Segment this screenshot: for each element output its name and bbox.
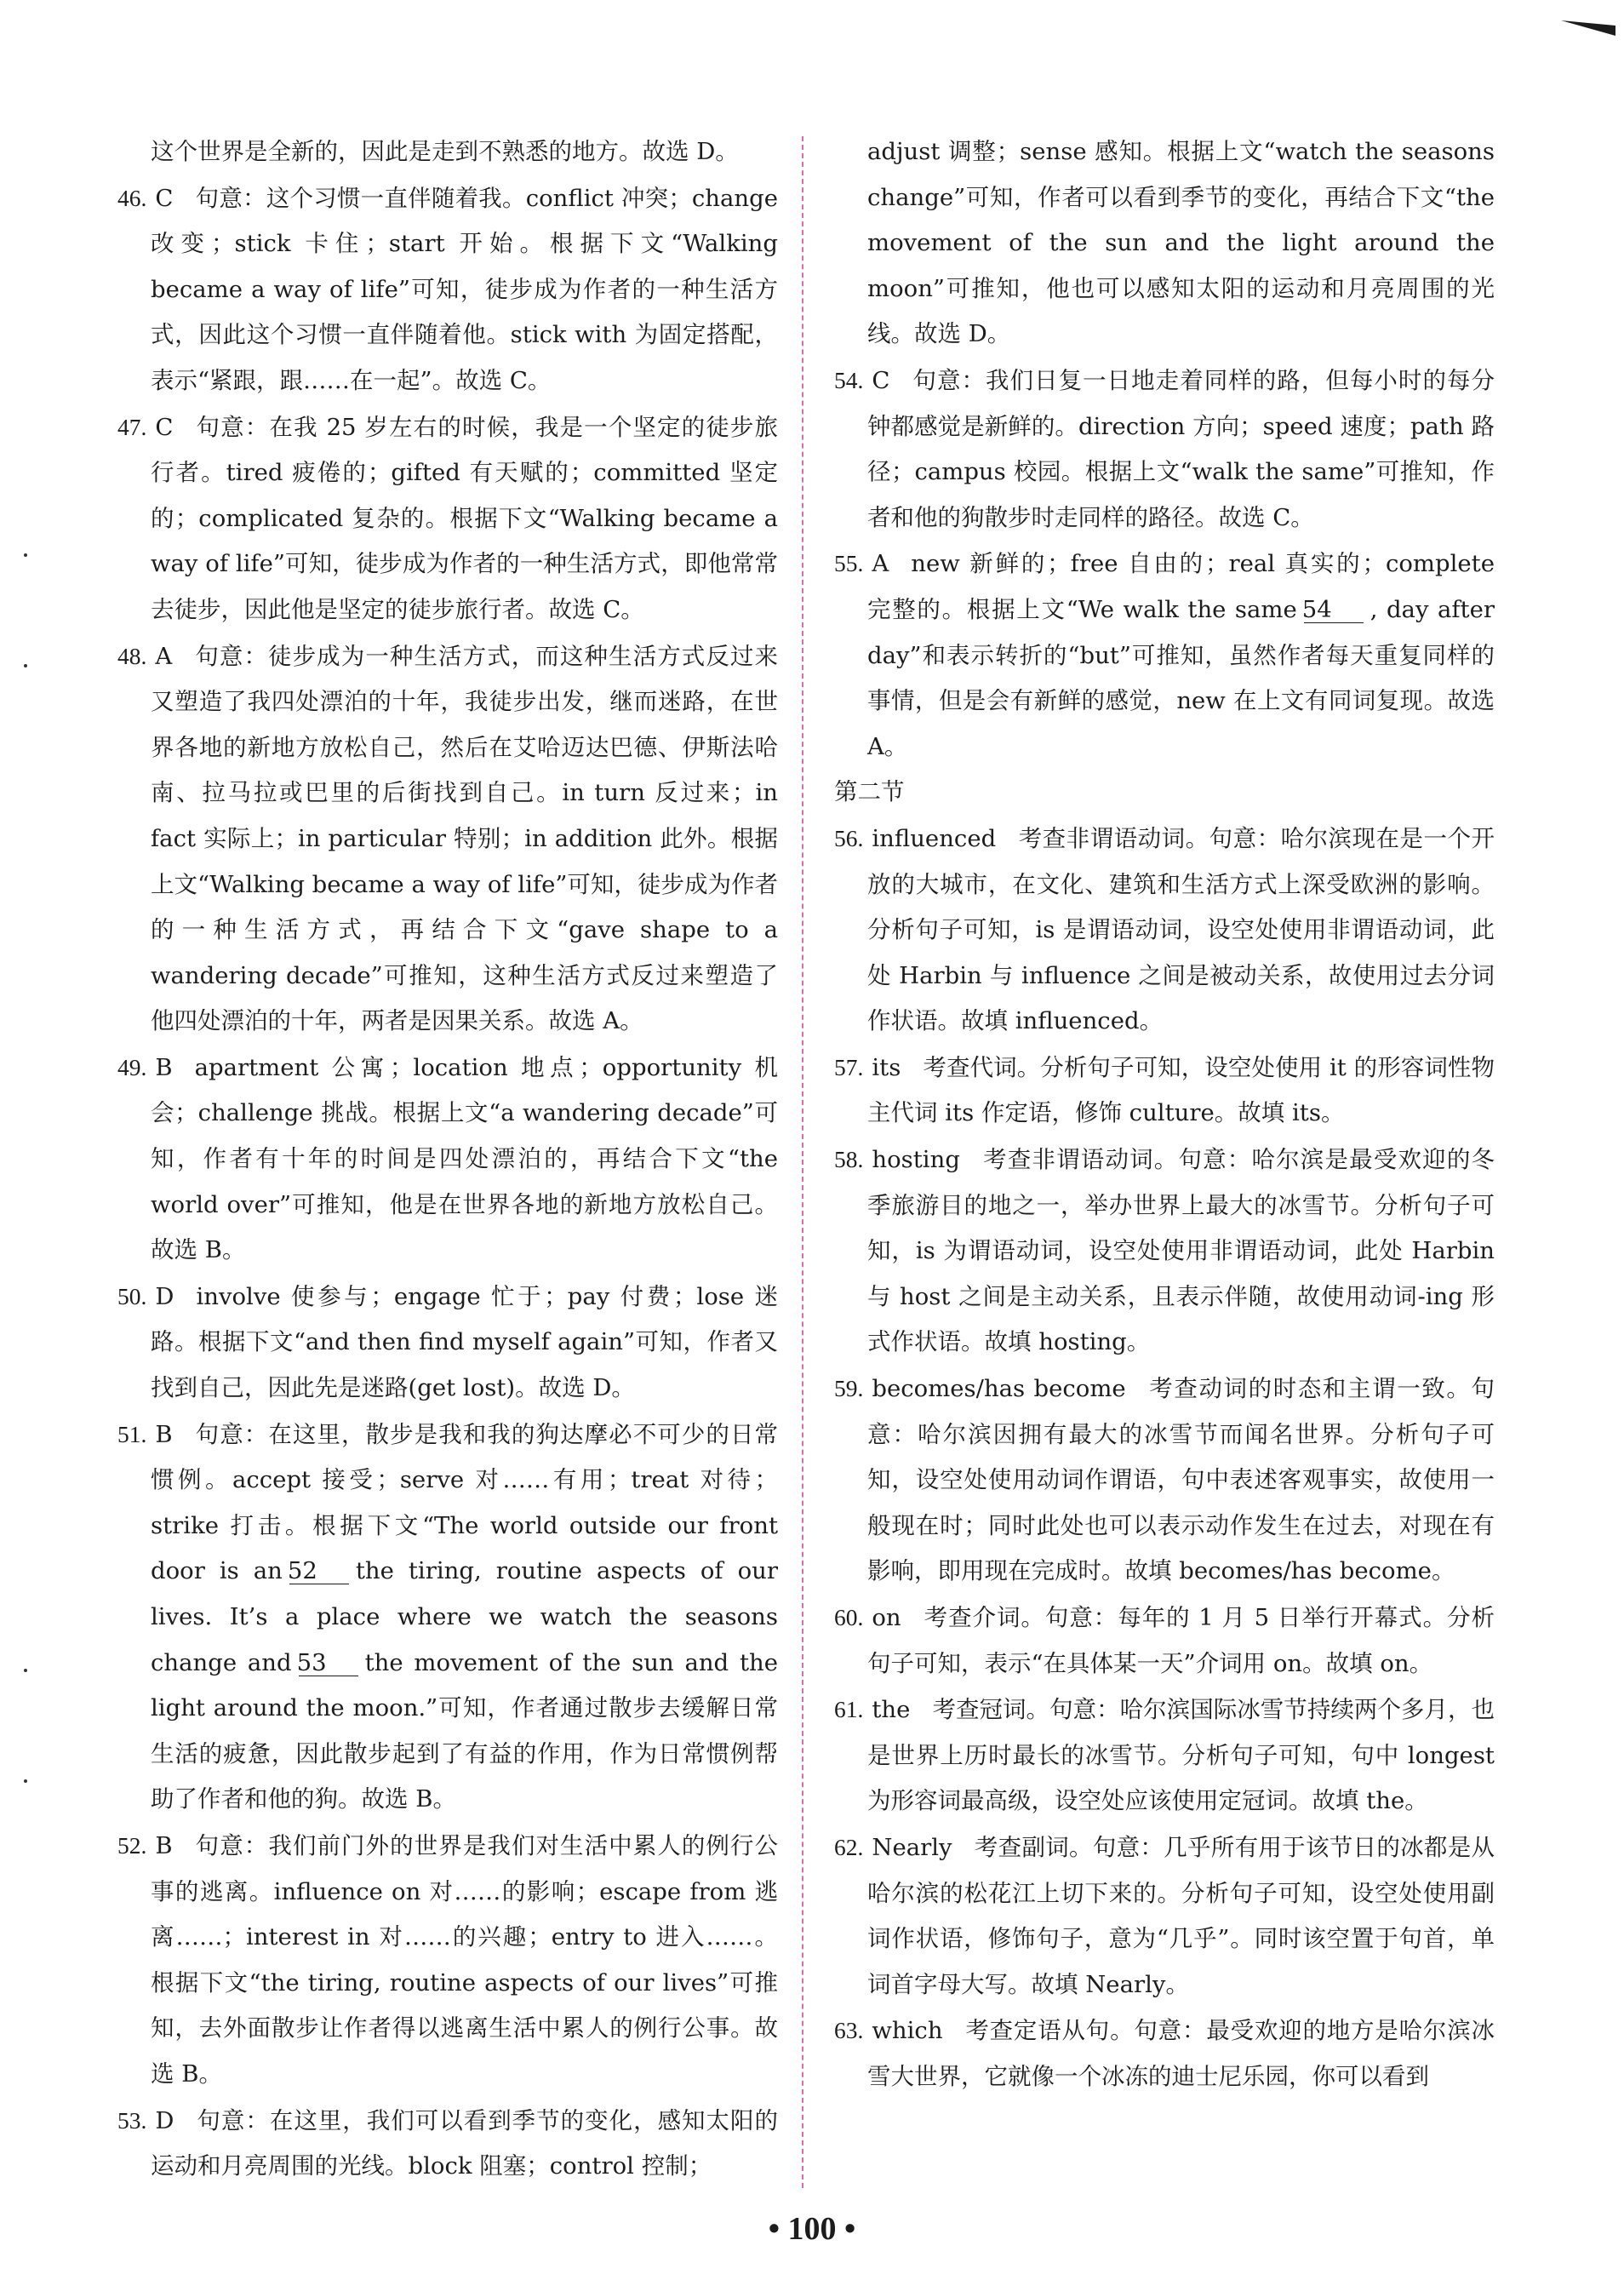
margin-dot xyxy=(24,1779,27,1783)
item-explanation: 句意：在这里，我们可以看到季节的变化，感知太阳的运动和月亮周围的光线。block 阻塞；control 控制； xyxy=(151,2106,778,2180)
item-number: 49. xyxy=(117,1053,147,1080)
item-answer: A xyxy=(872,550,889,578)
continuation-text: adjust 调整；sense 感知。根据上文“watch the seasons change”可知，作者可以看到季节的变化，再结合下文“the movement of the sun and the light around the moon”可推知，他也可以感知太阳的运动和月亮周围的光线。故选 D。 xyxy=(867,138,1495,348)
item-answer: influenced xyxy=(872,824,997,852)
answer-item-60 xyxy=(834,1595,1495,1687)
item-number: 46. xyxy=(117,184,147,211)
item-number: 62. xyxy=(834,1833,864,1860)
answer-item-52 xyxy=(117,1823,778,2098)
answer-item-58 xyxy=(834,1137,1495,1366)
item-number: 57. xyxy=(834,1053,864,1080)
item-answer: B xyxy=(155,1831,173,1859)
item-number: 56. xyxy=(834,824,864,851)
item-explanation: 考查非谓语动词。句意：哈尔滨现在是一个开放的大城市，在文化、建筑和生活方式上深受欧洲的影响。分析句子可知，is 是谓语动词，设空处使用非谓语动词，此处 Harbin 与 influence 之间是被动关系，故使用过去分词作状语。故填 influenced。 xyxy=(867,824,1495,1035)
item-number: 60. xyxy=(834,1604,864,1630)
item-answer: hosting xyxy=(872,1146,960,1174)
item-number: 50. xyxy=(117,1282,147,1309)
item-explanation-end: the movement of the sun and the light around the moon.”可知，作者通过散步去缓解日常生活的疲惫，因此散步起到了有益的作用，作为日常惯例帮助了作者和他的狗。故选 B。 xyxy=(151,1648,778,1813)
answer-item-55 xyxy=(834,541,1495,770)
item-number: 55. xyxy=(834,550,864,577)
item-number: 61. xyxy=(834,1696,864,1723)
item-answer: the xyxy=(872,1696,911,1724)
item-answer: D xyxy=(155,1282,174,1310)
margin-dot xyxy=(24,664,27,667)
answer-item-48 xyxy=(117,633,778,1045)
item-explanation: 考查冠词。句意：哈尔滨国际冰雪节持续两个多月，也是世界上历时最长的冰雪节。分析句子可知，句中 longest 为形容词最高级，设空处应该使用定冠词。故填 the。 xyxy=(867,1696,1495,1815)
item-explanation: 考查非谓语动词。句意：哈尔滨是最受欢迎的冬季旅游目的地之一，举办世界上最大的冰雪节。分析句子可知，is 为谓语动词，设空处使用非谓语动词，此处 Harbin 与 host 之间是主动关系，且表示伴随，故使用动词-ing 形式作状语。故填 hosting。 xyxy=(867,1146,1495,1356)
margin-dot xyxy=(24,553,27,557)
item-explanation: 句意：我们前门外的世界是我们对生活中累人的例行公事的逃离。influence on 对……的影响；escape from 逃离……；interest in 对……的兴趣；entry to 进入……。根据下文“the tiring, routine aspects of our lives”可推知，去外面散步让作者得以逃离生活中累人的例行公事。故选 B。 xyxy=(151,1831,778,2088)
item-answer: B xyxy=(155,1053,173,1081)
item-explanation: apartment 公寓；location 地点；opportunity 机会；challenge 挑战。根据上文“a wandering decade”可知，作者有十年的时间是四处漂泊的，再结合下文“the world over”可推知，他是在世界各地的新地方放松自己。故选 B。 xyxy=(151,1053,778,1264)
answer-item-57 xyxy=(834,1045,1495,1137)
item-number: 59. xyxy=(834,1375,864,1402)
item-explanation: 考查代词。分析句子可知，设空处使用 it 的形容词性物主代词 its 作定语，修饰 culture。故填 its。 xyxy=(867,1053,1495,1127)
item-explanation: involve 使参与；engage 忙于；pay 付费；lose 迷路。根据下文“and then find myself again”可知，作者又找到自己，因此先是迷路(get lost)。故选 D。 xyxy=(151,1282,778,1402)
item-number: 53. xyxy=(117,2106,147,2134)
item-number: 54. xyxy=(834,366,864,393)
item-answer: becomes/has become xyxy=(872,1375,1126,1403)
corner-triangle-mark xyxy=(1561,17,1615,36)
item-explanation: 考查副词。句意：几乎所有用于该节日的冰都是从哈尔滨的松花江上切下来的。分析句子可知，设空处使用副词作状语，修饰句子，意为“几乎”。同时该空置于句首，单词首字母大写。故填 Nearly。 xyxy=(867,1833,1495,1998)
item-explanation: 句意：这个习惯一直伴随着我。conflict 冲突；change 改变；stick 卡住；start 开始。根据下文“Walking became a way of life”可知，徒步成为作者的一种生活方式，因此这个习惯一直伴随着他。stick with 为固定搭配，表示“紧跟，跟……在一起”。故选 C。 xyxy=(151,184,778,394)
blank-53: 53 xyxy=(299,1650,358,1676)
answer-item-56 xyxy=(834,816,1495,1045)
blank-52: 52 xyxy=(289,1558,349,1584)
item-explanation: 考查定语从句。句意：最受欢迎的地方是哈尔滨冰雪大世界，它就像一个冰冻的迪士尼乐园，你可以看到 xyxy=(867,2017,1495,2090)
answer-item-54 xyxy=(834,358,1495,541)
item-explanation: 考查动词的时态和主谓一致。句意：哈尔滨因拥有最大的冰雪节而闻名世界。分析句子可知，设空处使用动词作谓语，句中表述客观事实，故使用一般现在时；同时此处也可以表示动作发生在过去，对现在有影响，即用现在完成时。故填 becomes/has become。 xyxy=(867,1375,1495,1585)
answer-item-46 xyxy=(117,175,778,404)
item-answer: on xyxy=(872,1604,901,1631)
item-answer: C xyxy=(155,184,174,212)
item-answer: C xyxy=(155,413,174,441)
item-number: 63. xyxy=(834,2017,864,2044)
continuation-text: 这个世界是全新的，因此是走到不熟悉的地方。故选 D。 xyxy=(151,138,739,165)
item-number: 47. xyxy=(117,413,147,440)
item-explanation: 句意：在这里，散步是我和我的狗达摩必不可少的日常惯例。accept 接受；serve 对……有用；treat 对待；strike 打击。根据下文“The world outside our front door is an xyxy=(151,1420,778,1585)
column-divider xyxy=(802,136,803,2188)
item-answer: A xyxy=(155,642,173,670)
answer-item-63 xyxy=(834,2008,1495,2100)
answer-item-61 xyxy=(834,1687,1495,1825)
answer-item-49 xyxy=(117,1045,778,1274)
item-answer: Nearly xyxy=(872,1833,952,1861)
item-number: 48. xyxy=(117,642,147,669)
item-explanation: 考查介词。句意：每年的 1 月 5 日举行开幕式。分析句子可知，表示“在具体某一天”介词用 on。故填 on。 xyxy=(867,1604,1495,1677)
item-explanation-cont: the tiring, routine aspects of our lives. It’s a place where we watch the seasons change and xyxy=(151,1557,779,1676)
answer-item-59 xyxy=(834,1366,1495,1595)
item-number: 58. xyxy=(834,1146,864,1173)
margin-dot xyxy=(24,1669,27,1672)
left-column xyxy=(117,129,778,2190)
item-answer: its xyxy=(872,1053,901,1081)
item-answer: B xyxy=(155,1420,173,1448)
item-explanation: 句意：徒步成为一种生活方式，而这种生活方式反过来又塑造了我四处漂泊的十年，我徒步出发，继而迷路，在世界各地的新地方放松自己，然后在艾哈迈达巴德、伊斯法哈南、拉马拉或巴里的后街找到自己。in turn 反过来；in fact 实际上；in particular 特别；in addition 此外。根据上文“Walking became a way of life”可知，徒步成为作者的一种生活方式，再结合下文“gave shape to a wandering decade”可推知，这种生活方式反过来塑造了他四处漂泊的十年，两者是因果关系。故选 A。 xyxy=(151,642,778,1035)
answer-item-62 xyxy=(834,1825,1495,2008)
right-column xyxy=(834,129,1495,2100)
item-explanation: 句意：在我 25 岁左右的时候，我是一个坚定的徒步旅行者。tired 疲倦的；gifted 有天赋的；committed 坚定的；complicated 复杂的。根据下文“Walking became a way of life”可知，徒步成为作者的一种生活方式，即他常常去徒步，因此他是坚定的徒步旅行者。故选 C。 xyxy=(151,413,778,623)
answer-item-53 xyxy=(117,2098,778,2190)
item-explanation: new 新鲜的；free 自由的；real 真实的；complete 完整的。根据上文“We walk the same xyxy=(867,550,1495,623)
page-number: • 100 • xyxy=(768,2211,856,2247)
item-explanation: 句意：我们日复一日地走着同样的路，但每小时的每分钟都感觉是新鲜的。direction 方向；speed 速度；path 路径；campus 校园。根据上文“walk the same”可推知，作者和他的狗散步时走同样的路径。故选 C。 xyxy=(867,366,1495,531)
page-number-value: 100 xyxy=(787,2211,837,2247)
answer-item-50 xyxy=(117,1274,778,1412)
item-answer: D xyxy=(155,2106,174,2134)
section-heading: 第二节 xyxy=(834,778,905,806)
answer-item-51 xyxy=(117,1412,778,1823)
item-answer: C xyxy=(872,366,890,394)
item-explanation-end: , day after day”和表示转折的“but”可推知，虽然作者每天重复同样的事情，但是会有新鲜的感觉，new 在上文有同词复现。故选 A。 xyxy=(867,595,1495,760)
item-answer: which xyxy=(872,2017,943,2045)
answer-item-47 xyxy=(117,404,778,633)
item-number: 52. xyxy=(117,1831,147,1859)
blank-54: 54 xyxy=(1304,597,1364,623)
item-number: 51. xyxy=(117,1420,147,1447)
